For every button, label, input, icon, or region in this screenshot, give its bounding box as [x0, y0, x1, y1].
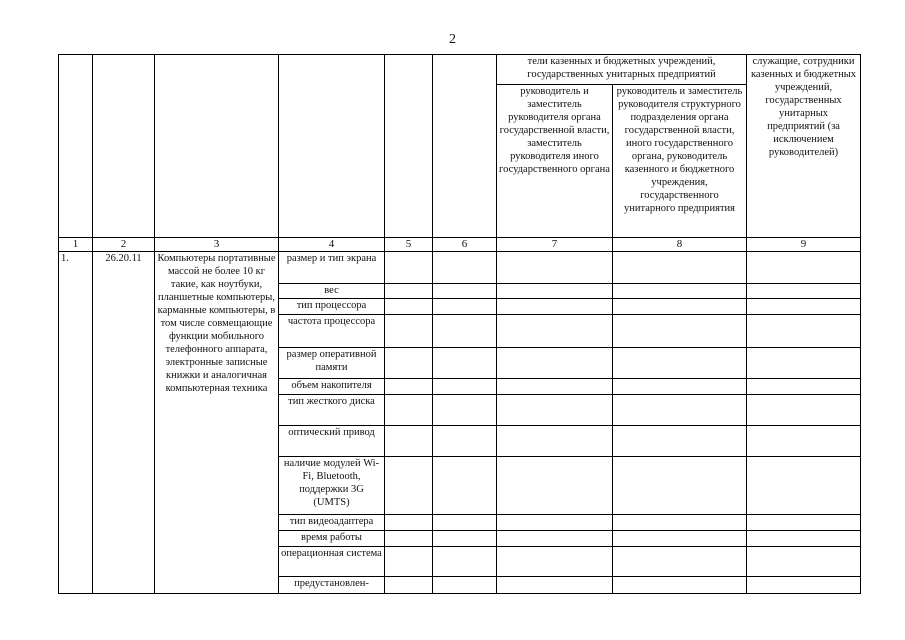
value-cell-col9 — [747, 577, 861, 594]
value-cell-col8 — [613, 426, 747, 457]
value-cell-col7 — [497, 299, 613, 315]
characteristic-name: наличие модулей Wi-Fi, Bluetooth, поддержки 3G (UMTS) — [279, 457, 385, 515]
value-cell-col7 — [497, 395, 613, 426]
header-blank-col3 — [155, 55, 279, 238]
value-cell-col8 — [613, 252, 747, 284]
value-cell-col7 — [497, 315, 613, 348]
value-cell-col5 — [385, 284, 433, 299]
value-cell-col9 — [747, 252, 861, 284]
value-cell-col8 — [613, 547, 747, 577]
value-cell-col6 — [433, 252, 497, 284]
value-cell-col7 — [497, 252, 613, 284]
value-cell-col6 — [433, 577, 497, 594]
value-cell-col9 — [747, 315, 861, 348]
table-row — [59, 252, 861, 284]
column-number-9: 9 — [747, 238, 861, 252]
column-number-2: 2 — [93, 238, 155, 252]
value-cell-col9 — [747, 426, 861, 457]
value-cell-col5 — [385, 426, 433, 457]
column-number-4: 4 — [279, 238, 385, 252]
characteristic-name: объем накопителя — [279, 379, 385, 395]
header-blank-col2 — [93, 55, 155, 238]
column-number-6: 6 — [433, 238, 497, 252]
characteristic-name: размер и тип экрана — [279, 252, 385, 284]
value-cell-col7 — [497, 547, 613, 577]
value-cell-col7 — [497, 531, 613, 547]
value-cell-col7 — [497, 577, 613, 594]
value-cell-col6 — [433, 348, 497, 379]
column-number-3: 3 — [155, 238, 279, 252]
column-number-1: 1 — [59, 238, 93, 252]
column-number-7: 7 — [497, 238, 613, 252]
value-cell-col8 — [613, 531, 747, 547]
value-cell-col7 — [497, 457, 613, 515]
characteristic-name: время работы — [279, 531, 385, 547]
column-number-8: 8 — [613, 238, 747, 252]
value-cell-col9 — [747, 531, 861, 547]
value-cell-col5 — [385, 315, 433, 348]
col8-heading: руководитель и заместитель руководителя структурного подразделения органа государственной власти, иного государственного органа, руководитель казенного и бюджетного учреждения, государственного унитарного предприятия — [613, 85, 747, 238]
column-number-5: 5 — [385, 238, 433, 252]
col7-heading: руководитель и заместитель руководителя органа государственной власти, заместитель руководителя иного государственного органа — [497, 85, 613, 238]
okpd-code: 26.20.11 — [93, 252, 155, 594]
value-cell-col9 — [747, 379, 861, 395]
header-blank-col6 — [433, 55, 497, 238]
value-cell-col9 — [747, 515, 861, 531]
value-cell-col8 — [613, 379, 747, 395]
value-cell-col9 — [747, 284, 861, 299]
header-blank-col5 — [385, 55, 433, 238]
col9-heading: служащие, сотрудники казенных и бюджетных учреждений, государственных унитарных предприятий (за исключением руководителей) — [747, 55, 861, 238]
characteristic-name: тип процессора — [279, 299, 385, 315]
value-cell-col8 — [613, 515, 747, 531]
value-cell-col6 — [433, 395, 497, 426]
header-blank-col4 — [279, 55, 385, 238]
value-cell-col8 — [613, 284, 747, 299]
value-cell-col5 — [385, 547, 433, 577]
value-cell-col5 — [385, 457, 433, 515]
value-cell-col5 — [385, 299, 433, 315]
characteristic-name: операционная система — [279, 547, 385, 577]
value-cell-col6 — [433, 457, 497, 515]
value-cell-col6 — [433, 531, 497, 547]
value-cell-col7 — [497, 379, 613, 395]
value-cell-col5 — [385, 515, 433, 531]
value-cell-col7 — [497, 426, 613, 457]
row-number: 1. — [59, 252, 93, 594]
value-cell-col6 — [433, 315, 497, 348]
value-cell-col5 — [385, 379, 433, 395]
value-cell-col6 — [433, 379, 497, 395]
value-cell-col5 — [385, 531, 433, 547]
item-description: Компьютеры портативные массой не более 10 кг такие, как ноутбуки, планшетные компьютеры, карманные компьютеры, в том числе совмещающие функции мобильного телефонного аппарата, электронные записные книжки и аналогичная компьютерная техника — [155, 252, 279, 594]
value-cell-col5 — [385, 252, 433, 284]
value-cell-col6 — [433, 515, 497, 531]
page-number: 2 — [449, 32, 456, 47]
value-cell-col7 — [497, 515, 613, 531]
characteristic-name: предустановлен- — [279, 577, 385, 594]
value-cell-col9 — [747, 348, 861, 379]
value-cell-col5 — [385, 348, 433, 379]
value-cell-col9 — [747, 547, 861, 577]
characteristic-name: тип жесткого диска — [279, 395, 385, 426]
characteristic-name: тип видеоадаптера — [279, 515, 385, 531]
header-blank-col1 — [59, 55, 93, 238]
characteristic-name: частота процессора — [279, 315, 385, 348]
value-cell-col8 — [613, 299, 747, 315]
value-cell-col8 — [613, 348, 747, 379]
value-cell-col8 — [613, 577, 747, 594]
characteristic-name: вес — [279, 284, 385, 299]
value-cell-col5 — [385, 577, 433, 594]
value-cell-col7 — [497, 284, 613, 299]
value-cell-col9 — [747, 299, 861, 315]
value-cell-col6 — [433, 299, 497, 315]
value-cell-col8 — [613, 457, 747, 515]
column-numbers-row — [59, 238, 861, 252]
value-cell-col8 — [613, 395, 747, 426]
value-cell-col6 — [433, 547, 497, 577]
value-cell-col9 — [747, 457, 861, 515]
value-cell-col7 — [497, 348, 613, 379]
value-cell-col9 — [747, 395, 861, 426]
value-cell-col8 — [613, 315, 747, 348]
characteristic-name: оптический привод — [279, 426, 385, 457]
characteristics-table — [58, 54, 861, 594]
group-heading: тели казенных и бюджетных учреждений, государственных унитарных предприятий — [497, 55, 747, 85]
value-cell-col6 — [433, 284, 497, 299]
characteristic-name: размер оперативной памяти — [279, 348, 385, 379]
value-cell-col6 — [433, 426, 497, 457]
value-cell-col5 — [385, 395, 433, 426]
